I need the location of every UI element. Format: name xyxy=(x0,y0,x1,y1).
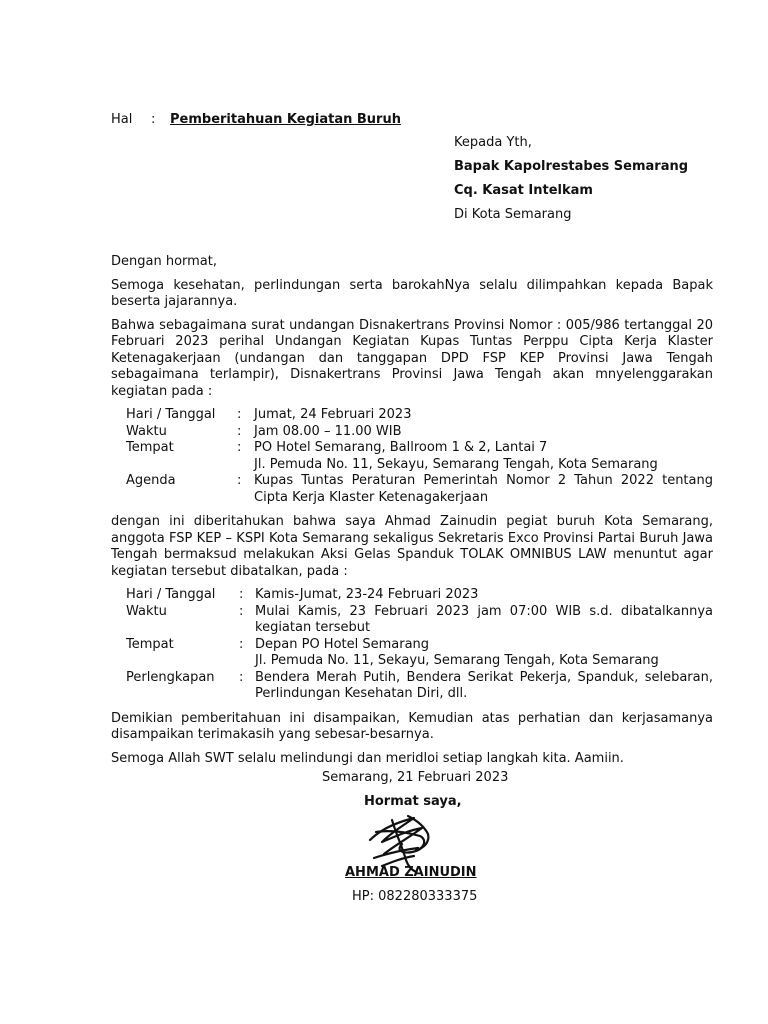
detail-colon: : xyxy=(239,587,244,602)
detail-row-time xyxy=(126,424,713,441)
detail-label: Tempat xyxy=(126,440,174,455)
recipient-block xyxy=(454,135,754,231)
detail-label: Agenda xyxy=(126,473,176,488)
detail-label: Tempat xyxy=(126,636,174,652)
paragraph-prayer: Semoga Allah SWT selalu melindungi dan meridloi setiap langkah kita. Aamiin. xyxy=(111,750,624,766)
detail-colon: : xyxy=(237,407,242,422)
detail-row-address xyxy=(126,457,713,474)
detail-row-agenda xyxy=(126,473,713,506)
detail-value: Depan PO Hotel Semarang xyxy=(255,636,430,652)
recipient-greeting: Kepada Yth, xyxy=(454,135,532,150)
detail-colon: : xyxy=(239,636,244,652)
detail-label: Perlengkapan xyxy=(126,669,215,685)
recipient-cq: Cq. Kasat Intelkam xyxy=(454,183,593,198)
detail-value: Kamis-Jumat, 23-24 Februari 2023 xyxy=(255,587,479,602)
detail-value: Jumat, 24 Februari 2023 xyxy=(254,407,412,422)
detail-row-place xyxy=(126,440,713,457)
event-details-action xyxy=(126,587,713,703)
detail-colon: : xyxy=(239,603,244,619)
detail-row-place xyxy=(126,637,713,654)
paragraph-notification: dengan ini diberitahukan bahwa saya Ahmad Zainudin pegiat buruh Kota Semarang, anggota FSP KEP – KSPI Kota Semarang sekaligus Sekretaris Exco Provinsi Partai Buruh Jawa Tengah bermaksud melakukan Aksi Gelas Spanduk TOLAK OMNIBUS LAW menuntut agar kegiatan tersebut dibatalkan, pada : xyxy=(111,514,713,579)
detail-value: Jl. Pemuda No. 11, Sekayu, Semarang Tengah, Kota Semarang xyxy=(254,456,658,472)
hal-colon: : xyxy=(151,112,156,127)
signer-phone: HP: 082280333375 xyxy=(352,889,478,904)
closing-regards: Hormat saya, xyxy=(364,794,462,809)
letter-subject: Pemberitahuan Kegiatan Buruh xyxy=(170,112,401,127)
detail-value: Jl. Pemuda No. 11, Sekayu, Semarang Tengah, Kota Semarang xyxy=(255,653,659,668)
hal-label: Hal xyxy=(111,112,133,127)
detail-value: Mulai Kamis, 23 Februari 2023 jam 07:00 WIB s.d. dibatalkannya kegiatan tersebut xyxy=(255,603,713,635)
detail-colon: : xyxy=(237,423,242,439)
paragraph-greeting: Semoga kesehatan, perlindungan serta barokahNya selalu dilimpahkan kepada Bapak beserta jajarannya. xyxy=(111,277,713,309)
detail-label: Hari / Tanggal xyxy=(126,587,216,602)
letter-body xyxy=(111,254,713,774)
detail-label: Waktu xyxy=(126,603,167,619)
salutation: Dengan hormat, xyxy=(111,254,218,269)
detail-colon: : xyxy=(237,440,242,455)
event-details-disnakertrans xyxy=(126,407,713,506)
detail-row-day xyxy=(126,587,713,604)
detail-value: Kupas Tuntas Peraturan Pemerintah Nomor 2 Tahun 2022 tentang Cipta Kerja Klaster Ketenagakerjaan xyxy=(254,473,713,505)
detail-value: Bendera Merah Putih, Bendera Serikat Pekerja, Spanduk, selebaran, Perlindungan Kesehatan Diri, dll. xyxy=(255,669,713,701)
detail-row-equipment xyxy=(126,670,713,703)
detail-value: Jam 08.00 – 11.00 WIB xyxy=(254,423,402,439)
detail-colon: : xyxy=(239,669,244,685)
detail-label: Waktu xyxy=(126,423,167,439)
recipient-name: Bapak Kapolrestabes Semarang xyxy=(454,159,689,174)
recipient-location: Di Kota Semarang xyxy=(454,207,572,222)
paragraph-background: Bahwa sebagaimana surat undangan Disnakertrans Provinsi Nomor : 005/986 tertanggal 20 Februari 2023 perihal Undangan Kegiatan Kupas Tuntas Perppu Cipta Kerja Klaster Ketenagakerjaan (undangan dan tanggapan DPD FSP KEP Provinsi Jawa Tengah sebagaimana terlampir), Disnakertrans Provinsi Jawa Tengah akan mnyelenggarakan kegiatan pada : xyxy=(111,317,713,399)
detail-value: PO Hotel Semarang, Ballroom 1 & 2, Lantai 7 xyxy=(254,440,548,455)
detail-row-time xyxy=(126,604,713,637)
place-date: Semarang, 21 Februari 2023 xyxy=(322,770,509,785)
detail-row-address xyxy=(126,653,713,670)
detail-colon: : xyxy=(237,473,242,488)
signer-name: AHMAD ZAINUDIN xyxy=(345,865,477,880)
detail-label: Hari / Tanggal xyxy=(126,407,216,422)
paragraph-closing: Demikian pemberitahuan ini disampaikan, Kemudian atas perhatian dan kerjasamanya disampaikan terimakasih yang sebesar-besarnya. xyxy=(111,710,713,742)
detail-row-day xyxy=(126,407,713,424)
